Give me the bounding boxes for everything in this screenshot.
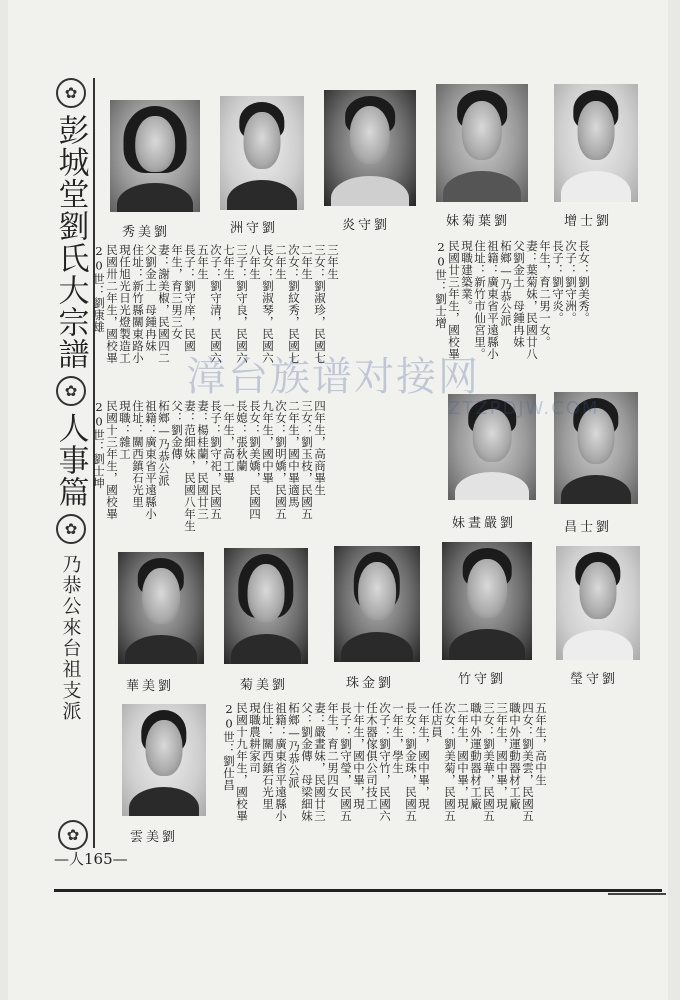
portrait-photo [224, 548, 308, 664]
portrait-caption: 瑩守劉 [570, 672, 619, 687]
portrait-photo [118, 552, 204, 664]
portrait-caption: 炎守劉 [342, 218, 391, 233]
flower-ornament-icon: ✿ [56, 78, 86, 108]
flower-ornament-icon: ✿ [56, 376, 86, 406]
section-title: 人事篇 [52, 412, 89, 508]
portrait-photo [442, 542, 532, 660]
portrait-caption: 華美劉 [126, 679, 175, 694]
portrait-photo [220, 96, 304, 210]
page-number: —人165— [54, 850, 128, 868]
portrait-photo [334, 546, 420, 662]
watermark: 漳台族谱对接网 [186, 354, 480, 400]
genealogy-page [8, 0, 668, 1000]
portrait-photo [556, 546, 640, 660]
portrait-photo [436, 84, 528, 202]
flower-ornament-icon: ✿ [56, 514, 86, 544]
biography-text: 長女：劉美秀。 次子：劉守洲。 長子：劉守炎。 年生，育二男一女。 妻：葉菊妹，民國廿八 父劉金土 母鍾冉妹 柘鄉—乃恭公派 祖籍：廣東省平遠縣小 住址：新竹市仙宮里。 現職建築業。 民國廿三年生，國校畢 20世：劉士增 [434, 240, 591, 360]
biography-text: 五年生，高中生 四女：劉美雲，民國五 職中外運動器材工廠 三年生，國中畢，現 三女：劉美華，民國五 職中外運動器材工廠 二年生，國中畢，現 次女：劉美菊，民國五 任店員 一年生，國中畢，現 長女：劉金珠，民國五 一年生，學生 次子：劉守竹，民國六 任木器傢俱公司技工 十年生，國中畢，現 長子：劉守瑩，民國五 年生，育二男四女 妻：嚴晝妹，民國廿三 父：劉金傳 母梁細妹 柘鄉—乃恭公派 祖籍：廣東省平遠縣小 住址：關西鎮石光里 現職農耕家司 民國十九年生，國校畢 20世：劉仕昌 [222, 702, 548, 822]
divider [608, 893, 666, 895]
biography-text: 四年生，高商畢生 三女：劉玉枝，民國五 二年生，國中畢適馬 次女：劉明嬌，民國五 九年生，國中畢 長女：劉美嬌，民國四 長媳：張秋蘭 一年生，高工畢 長子：劉守祀，民國五 妻：楊桂蘭，民國廿三 妻：范細妹，民國八年生 父：劉金傳 柘鄉—乃恭公派 祖籍：廣東省平遠縣小 住址：關西鎮石光里 現職：雜工 民國十三年生，國校畢 20世：劉士坤 [92, 400, 327, 532]
branch-title: 乃恭公來台祖支派 [59, 554, 82, 722]
flower-ornament-icon: ✿ [58, 820, 88, 850]
portrait-caption: 菊美劉 [240, 678, 289, 693]
book-title: 彭城堂劉氏大宗譜 [52, 114, 89, 370]
portrait-photo [554, 84, 638, 202]
portrait-photo [324, 90, 416, 206]
portrait-caption: 妹菊葉劉 [446, 214, 511, 229]
portrait-caption: 秀美劉 [122, 225, 171, 240]
portrait-caption: 雲美劉 [130, 830, 179, 845]
portrait-caption: 妹晝嚴劉 [452, 516, 517, 531]
portrait-caption: 洲守劉 [230, 221, 279, 236]
portrait-photo [122, 704, 206, 816]
title-column [48, 78, 94, 722]
divider [54, 889, 662, 892]
portrait-caption: 竹守劉 [458, 672, 507, 687]
portrait-caption: 珠金劉 [346, 676, 395, 691]
watermark-url: ZTZPDJW.COM [448, 398, 600, 419]
portrait-photo [110, 100, 200, 212]
portrait-caption: 昌士劉 [564, 520, 613, 535]
biography-text: 三年生 三女：劉淑珍，民國七 二年生 次女：劉紋秀，民國七 二年生 長女：劉淑琴，民國六 八年生 三子：劉守良，民國六 七年生 次子：劉守清，民國六 五年生 長子：劉守庠，民國 年生，育三男三女 妻：謝美椒，民國四二 父劉金土 母鍾冉妹 住址：新竹縣關東路小 現任旭光日光燈製造工 民國卅二年生，國校畢 20世：劉康雄 [92, 244, 340, 364]
portrait-caption: 增士劉 [564, 214, 613, 229]
